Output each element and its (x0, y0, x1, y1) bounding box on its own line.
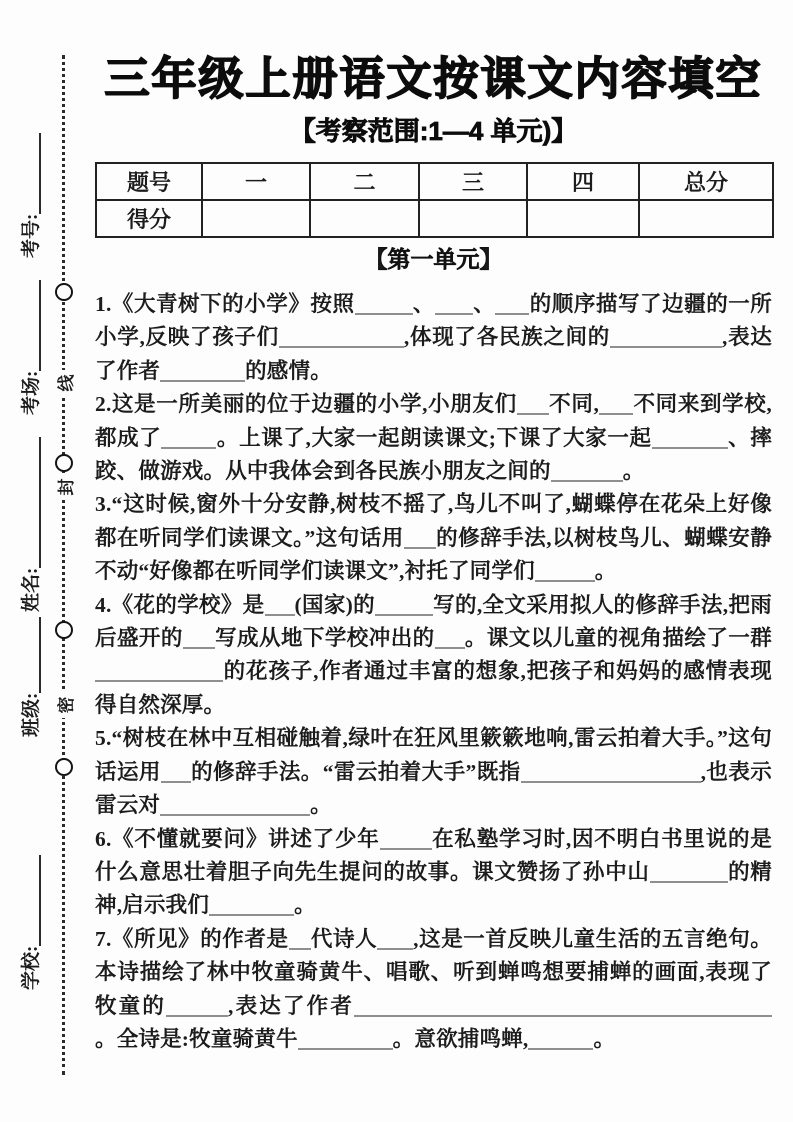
question-fragment: 。课文以儿童的视角描绘了一群 (464, 626, 772, 651)
blank-line (622, 999, 772, 1017)
question-text (95, 288, 772, 388)
question-fragment: ,这是一首反映儿童生活的五言绝句。本诗描绘了林中牧童骑黄牛、唱歌、听到蝉鸣想要捕蝉的画面,表现了牧童的 (95, 926, 772, 1018)
question-fragment: 。 (594, 559, 617, 584)
field-label: 考号: (21, 213, 42, 258)
question-fragment: ,表达了作者 (228, 993, 354, 1018)
field-exam-room (14, 280, 44, 415)
score-header-cell: 三 (419, 163, 527, 200)
blank-line (670, 431, 728, 449)
seal-dotted-line (62, 55, 65, 1075)
blank-line (375, 598, 433, 616)
write-line (39, 855, 41, 946)
field-school (14, 855, 44, 990)
score-table-score-row (96, 200, 773, 237)
question-text (95, 722, 772, 822)
question-fragment: 。上课了,大家一起朗读课文;下课了大家一起 (216, 425, 652, 450)
question-fragment: 的感情。 (245, 358, 332, 383)
blank-line (166, 999, 228, 1017)
question-fragment: 。 (593, 1026, 616, 1051)
write-line (39, 617, 41, 693)
blank-line (404, 531, 436, 549)
question-fragment: 5.“树枝在林中互相碰触着,绿叶在狂风里簌簌地响,雷云拍着大手。”这句话运用 (95, 726, 772, 784)
question-text (95, 823, 772, 923)
score-cell-empty (419, 200, 527, 237)
blank-line (298, 1032, 393, 1050)
question-fragment: 2.这是一所美丽的位于边疆的小学,小朋友们 (95, 392, 517, 417)
field-exam-number (14, 133, 44, 258)
score-cell-empty (527, 200, 639, 237)
blank-line (495, 297, 529, 315)
question-fragment: 写成从地下学校冲出的 (214, 626, 435, 651)
question-fragment: 。意欲捕鸣蝉, (392, 1026, 529, 1051)
seal-circle (55, 283, 73, 301)
blank-line (354, 999, 622, 1017)
question-fragment: 的花孩子,作者通过丰富的想象,把孩子和妈妈的感情表现得自然深厚。 (95, 659, 772, 717)
blank-line (521, 765, 681, 783)
question-fragment: 的精神,启示我们 (95, 859, 772, 918)
score-row-label: 得分 (96, 200, 202, 237)
seal-circle (55, 758, 73, 776)
question-fragment: 7.《所见》的作者是 (95, 926, 289, 951)
question-fragment: 在私塾学习时,因不明白书里说的是什么意思壮着胆子向先生提问的故事。课文赞扬了孙中山 (95, 826, 772, 884)
seal-circle (55, 454, 73, 472)
blank-line (183, 631, 215, 649)
question-fragment: 、 (472, 292, 496, 316)
score-header-cell: 二 (310, 163, 419, 200)
write-line (39, 133, 41, 214)
question-fragment: 的修辞手法。“雷云拍着大手”既指 (190, 759, 521, 784)
question-fragment: 4.《花的学校》是 (95, 592, 265, 617)
blank-line (528, 1032, 593, 1050)
question-fragment: 不同来到学校,都成了 (95, 392, 773, 450)
blank-line (435, 297, 473, 315)
question-fragment: 的顺序描写了边疆的一所小学,反映了孩子们 (95, 292, 773, 350)
question-text (95, 589, 772, 723)
blank-line (551, 464, 623, 482)
blank-line (650, 865, 728, 883)
blank-line (610, 330, 702, 348)
blank-line (535, 564, 595, 582)
question-fragment: 代诗人 (310, 926, 378, 951)
seal-char-mi: 密 (51, 692, 77, 718)
field-label: 学校: (21, 945, 42, 990)
blank-line (289, 932, 311, 950)
blank-line (265, 598, 295, 616)
blank-line (160, 798, 310, 816)
question-fragment: 。 (310, 793, 332, 818)
question-text (95, 923, 772, 1057)
blank-line (161, 765, 191, 783)
field-label: 姓名: (21, 567, 42, 612)
blank-line (517, 397, 549, 415)
score-header-cell: 一 (202, 163, 310, 200)
main-content (95, 0, 772, 1056)
blank-line (377, 932, 413, 950)
question-fragment: 。 (622, 459, 645, 484)
page-subtitle: 【考察范围:1—4 单元)】 (289, 116, 578, 146)
score-cell-empty (310, 200, 419, 237)
field-label: 班级: (21, 692, 42, 737)
question-fragment: 。 (294, 893, 316, 918)
score-cell-empty (639, 200, 773, 237)
question-text (95, 488, 772, 588)
question-fragment: 6.《不懂就要问》讲述了少年 (95, 826, 380, 851)
blank-line (681, 765, 701, 783)
field-class (14, 617, 44, 737)
blank-line (161, 431, 216, 449)
page-title: 三年级上册语文按课文内容填空 (104, 53, 763, 104)
question-fragment: ,也表示雷云对 (95, 759, 773, 818)
question-fragment: (国家)的 (294, 592, 376, 617)
blank-line (209, 898, 294, 916)
blank-line (380, 832, 432, 850)
blank-line (160, 364, 245, 382)
score-table-header-row (96, 163, 773, 200)
seal-char-xian: 线 (51, 370, 77, 396)
question-fragment: 、 (412, 292, 435, 316)
question-fragment: ,体现了各民族之间的 (403, 325, 610, 350)
question-fragment: 写的,全文采用拟人的修辞手法,把雨后盛开的 (95, 592, 772, 651)
question-fragment: 、摔跤、做游戏。从中我体会到各民族小朋友之间的 (95, 425, 772, 484)
blank-line (599, 397, 633, 415)
question-fragment: 。全诗是:牧童骑黄牛 (95, 1026, 298, 1051)
question-fragment: 3.“这时候,窗外十分安静,树枝不摇了,鸟儿不叫了,蝴蝶停在花朵上好像都在听同学们读课文。”这句话用 (95, 492, 772, 550)
blank-line (435, 631, 465, 649)
question-fragment: 不同, (548, 392, 600, 417)
section-header: 【第一单元】 (364, 247, 503, 272)
score-header-cell: 题号 (96, 163, 202, 200)
write-line (39, 437, 41, 568)
blank-line (95, 664, 223, 682)
questions-list (95, 288, 772, 1056)
blank-line (702, 330, 722, 348)
blank-line (279, 330, 404, 348)
blank-line (355, 297, 413, 315)
write-line (39, 280, 41, 371)
score-header-cell: 总分 (639, 163, 773, 200)
field-label: 考场: (21, 370, 42, 415)
field-name (14, 437, 44, 612)
blank-line (652, 431, 670, 449)
question-text (95, 388, 772, 488)
score-header-cell: 四 (527, 163, 639, 200)
question-fragment: 的修辞手法,以树枝鸟儿、蝴蝶安静不动“好像都在听同学们读课文”,衬托了同学们 (95, 525, 772, 584)
score-table (95, 162, 774, 238)
question-fragment: ,表达了作者 (95, 325, 772, 383)
seal-char-feng: 封 (51, 474, 77, 500)
question-fragment: 1.《大青树下的小学》按照 (95, 292, 355, 316)
score-cell-empty (202, 200, 310, 237)
seal-circle (55, 621, 73, 639)
